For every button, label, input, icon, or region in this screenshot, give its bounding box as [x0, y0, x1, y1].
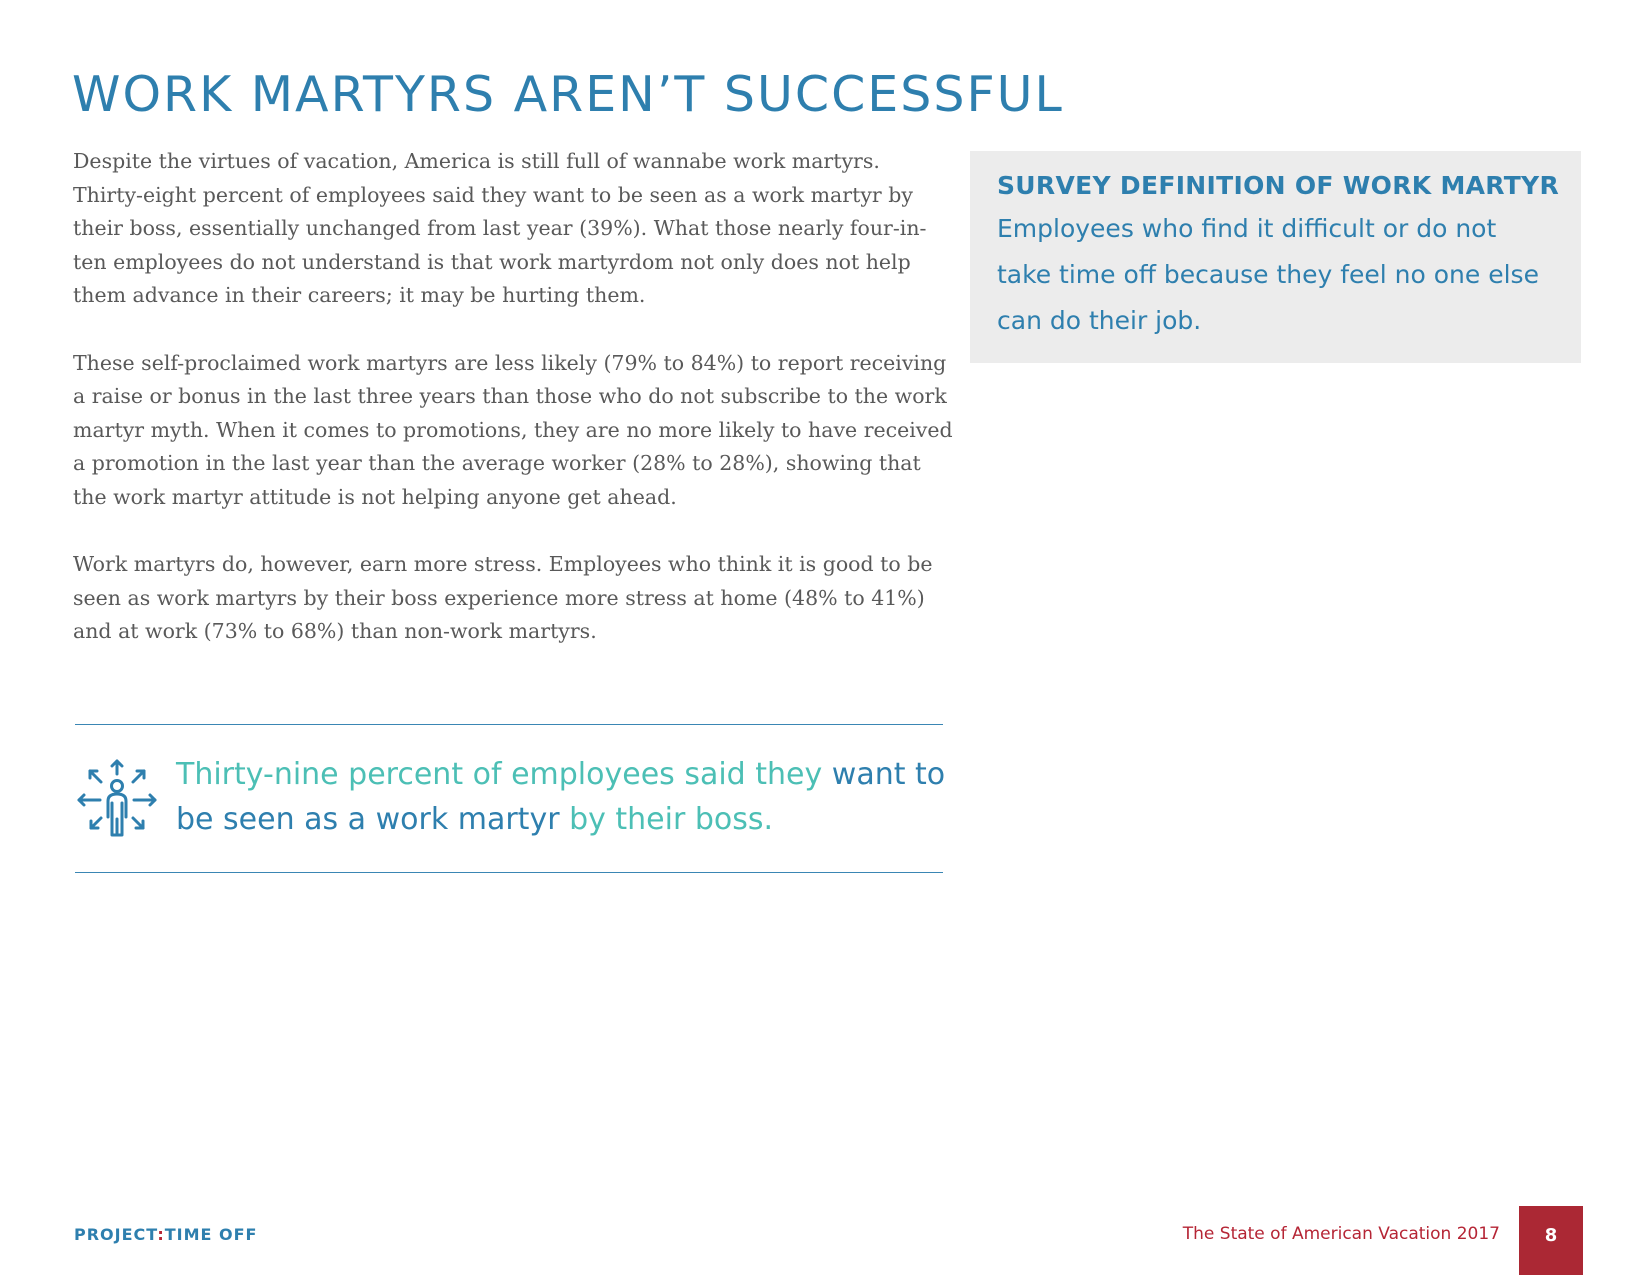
callout-part-1: Thirty-nine percent of employees said they [176, 757, 832, 792]
paragraph: These self-proclaimed work martyrs are less likely (79% to 84%) to report receiving a raise or bonus in the last three years than those who do not subscribe to the work martyr myth. When it comes to promotions, they are no more likely to have received a promotion in the last year than the average worker (28% to 28%), showing that the work martyr attitude is not helping anyone get ahead. [73, 350, 953, 509]
report-title: The State of American Vacation 2017 [1182, 1224, 1500, 1244]
definition-heading: SURVEY DEFINITION OF WORK MARTYR [997, 171, 1560, 200]
body-text [73, 145, 953, 683]
person-arrows-icon [74, 755, 160, 841]
project-time-off-logo [74, 1225, 257, 1244]
definition-box [970, 151, 1581, 363]
paragraph: Work martyrs do, however, earn more stress. Employees who think it is good to be seen as work martyrs by their boss experience more stress at home (48% to 41%) and at work (73% to 68%) than non-work martyrs. [73, 552, 933, 643]
logo-right: TIME OFF [164, 1225, 258, 1244]
callout-part-3: by their boss. [559, 802, 774, 837]
page-title: WORK MARTYRS AREN’T SUCCESSFUL [72, 66, 1064, 123]
callout-top-rule [75, 724, 943, 725]
paragraph: Despite the virtues of vacation, America is still full of wannabe work martyrs. Thirty-eight percent of employees said they want to be seen as a work martyr by their boss, essentially unchanged from last year (39%). What those nearly four-in-ten employees do not understand is that work martyrdom not only does not help them advance in their careers; it may be hurting them. [73, 149, 927, 307]
logo-left: PROJECT [74, 1225, 158, 1244]
definition-text: Employees who find it difficult or do not take time off because they feel no one else can do their job. [997, 214, 1539, 335]
logo-colon: : [157, 1225, 165, 1244]
callout-text [176, 752, 956, 842]
callout-bottom-rule [75, 872, 943, 873]
callout-part-2: want to be seen as a work martyr [176, 757, 946, 837]
page-number: 8 [1519, 1206, 1583, 1275]
